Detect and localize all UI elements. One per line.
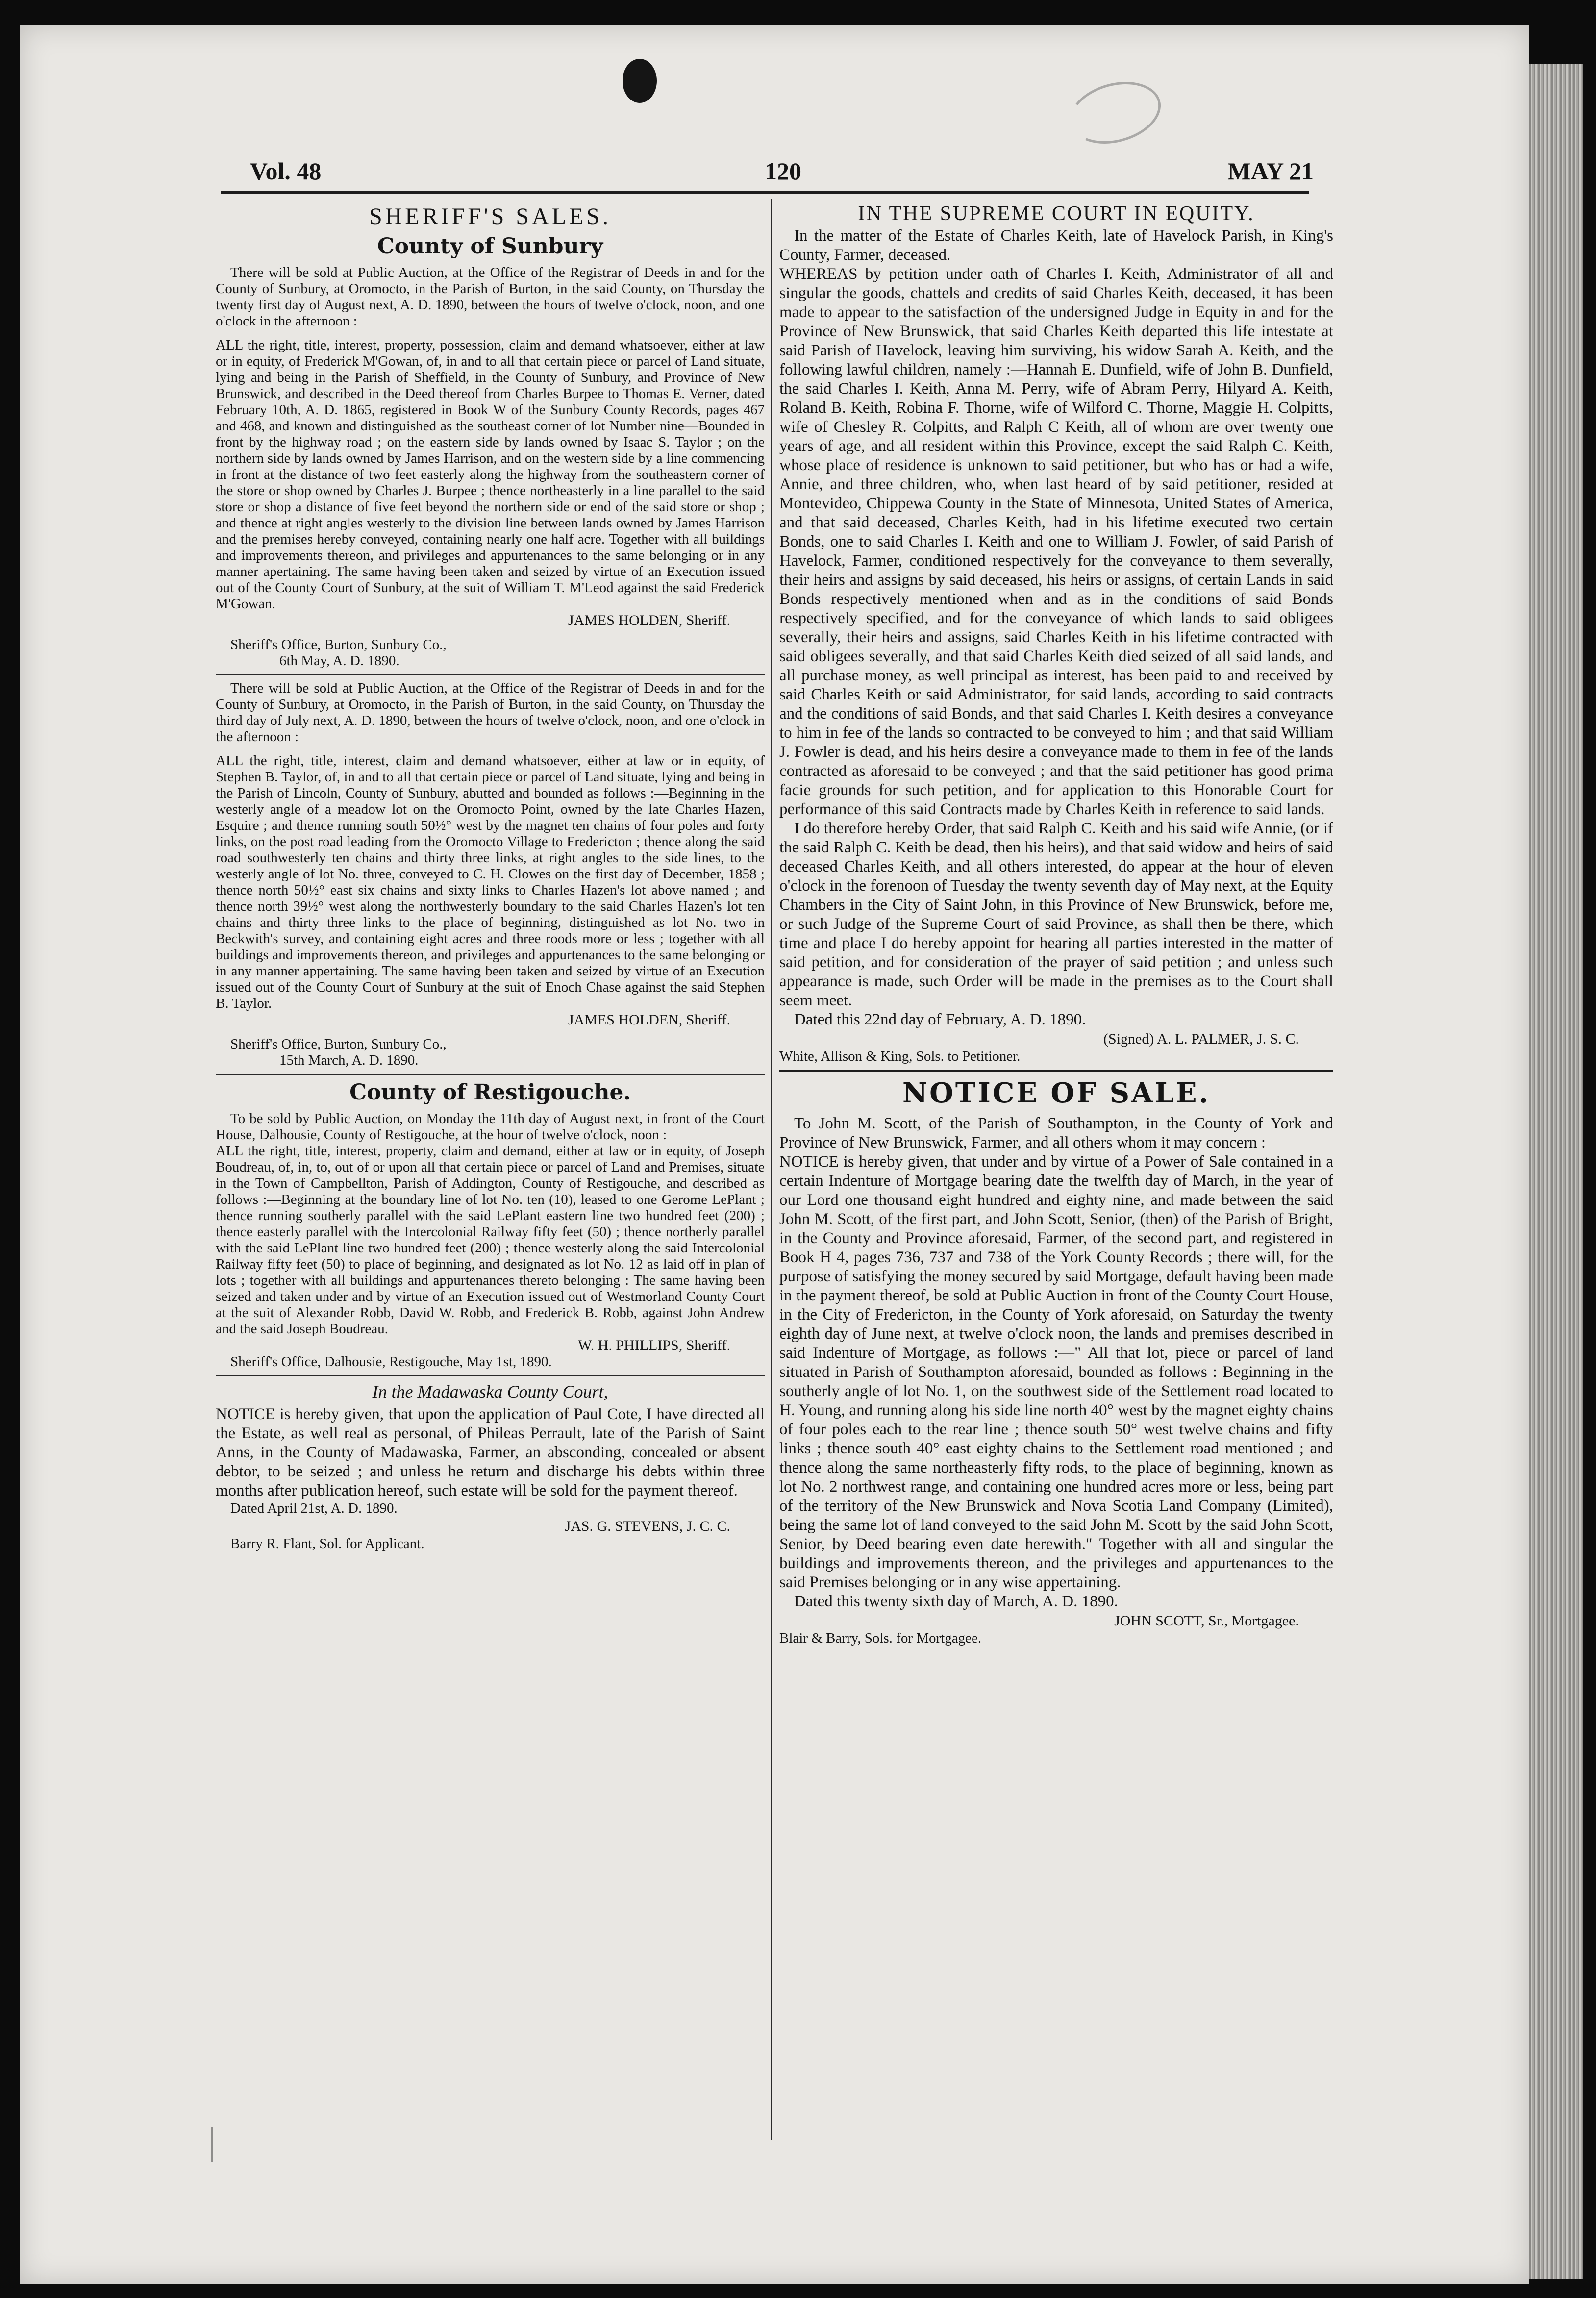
sunbury-sale2-office: Sheriff's Office, Burton, Sunbury Co., xyxy=(230,1036,447,1052)
equity-signed: (Signed) A. L. PALMER, J. S. C. xyxy=(1103,1031,1299,1047)
notice-of-sale-heading: NOTICE OF SALE. xyxy=(902,1077,1211,1109)
equity-body-1: WHEREAS by petition under oath of Charles I. Keith, Administrator of all and singular the goods, chattels and credits of said Charles Keith, deceased, it has been made to appear to the satisfaction of the undersigned Judge in Equity in and for the Province of New Brunswick, that said Charles Keith departed this life intestate at said Parish of Havelock, leaving him surviving, his widow Sarah A. Keith, and the following lawful children, namely :—Hannah E. Dunfield, wife of John B. Dunfield, the said Charles I. Keith, Anna M. Perry, wife of Abram Perry, Hilyard A. Keith, Roland B. Keith, Robina F. Thorne, wife of Wilford C. Thorne, Maggie H. Colpitts, wife of Chesley R. Colpitts, and Ralph C Keith, all of whom are over twenty one years of age, and all resident within this Province, except the said Ralph C. Keith, whose place of residence is unknown to said petitioner, but who has or had a wife, Annie, and three children, who, when last heard of by said petitioner, resided at Montevideo, Chippewa County in the State of Minnesota, United States of America, and that said deceased, Charles Keith, had in his lifetime executed two certain Bonds, one to said Charles I. Keith and one to William J. Fowler, of said Parish of Havelock, Farmer, conditioned respectively for the conveyance to them severally, their heirs and assigns by said deceased, his heirs or assigns, of certain Lands in said Bonds respectively mentioned when and as in the conditions of said Bonds respectively specified, and for the conveyance of which lands to said obligees severally, their heirs and assigns, said Charles Keith in his lifetime contracted with said obligees severally, and that said Charles Keith died seized of all said lands, and all purchase money, as well principal as interest, has been paid to and received by said Charles Keith or said Administrator, for said lands, according to said contracts and the conditions of said Bonds, and that said Charles I. Keith desires a conveyance to him in fee of the lands so contracted to be conveyed to him ; and that said William J. Fowler is dead, and his heirs desire a conveyance made to them in fee of the lands contracted as aforesaid to be conveyed ; and that the said petitioner has good prima facie grounds for such petition, and for application to this Honorable Court for performance of this said Contracts made by Charles Keith in reference to said lands. xyxy=(779,265,1333,818)
divider xyxy=(216,1074,765,1075)
page-header xyxy=(216,157,1323,186)
sunbury-sale2-date: 15th March, A. D. 1890. xyxy=(279,1052,419,1068)
sunbury-sale2-body: ALL the right, title, interest, claim and demand whatsoever, either at law or in equity, of Stephen B. Taylor, of, in and to all that certain piece or parcel of Land situate, lying and being in the Parish of Lincoln, County of Sunbury, abutted and bounded as follows :—Beginning in the westerly angle of a meadow lot on the Oromocto Point, owned by the late Charles Hazen, Esquire ; and thence running south 50½° west by the magnet ten chains of four poles and forty links, on the post road leading from the Oromocto Village to Fredericton ; thence along the said road southwesterly ten chains and thirty three links, at right angles to the side lines, to the westerly angle of lot No. three, conveyed to C. H. Clowes on the first day of December, 1858 ; thence north 50½° east six chains and sixty links to Charles Hazen's lot above named ; and thence north 39½° west along the northwesterly boundary to the said Charles Hazen's lot ten chains and thirty three links to the place of beginning, distinguished as lot No. two in Beckwith's survey, and containing eight acres and three roods more or less ; together with all buildings and improvements thereon, and privileges and appurtenances to the same belonging or in any manner appertaining. The same having been taken and seized by virtue of an Execution issued out of the County Court of Sunbury at the suit of Enoch Chase against the said Stephen B. Taylor. xyxy=(216,753,765,1011)
madawaska-solicitor: Barry R. Flant, Sol. for Applicant. xyxy=(230,1536,424,1551)
binding-hole xyxy=(623,59,657,103)
restigouche-body: ALL the right, title, interest, property, claim and demand, either at law or in equity, of Joseph Boudreau, of, in, to, out of or upon all that certain piece or parcel of Land and Premises, situate in the Town of Campbellton, Parish of Addington, County of Restigouche, and described as follows :—Beginning at the boundary line of lot No. ten (10), leased to one Gerome LePlant ; thence running southerly parallel with the said LePlant eastern line two hundred feet (200) ; thence easterly parallel with the Intercolonial Railway fifty feet (50) ; thence northerly parallel with the said LePlant line two hundred feet (200) ; thence westerly along the said Intercolonial Railway fifty feet (50) to place of beginning, and designated as lot No. 12 as laid off in plan of lots ; together with all buildings and appurtenances thereto belonging : The same having been seized and taken under and by virtue of an Execution issued out of Westmorland County Court at the suit of Alexander Robb, David W. Robb, and Frederick B. Robb, against John Andrew and the said Joseph Boudreau. xyxy=(216,1143,765,1337)
madawaska-body: NOTICE is hereby given, that upon the application of Paul Cote, I have directed all the Estate, as well real as personal, of Phileas Perrault, late of the Parish of Saint Anns, in the County of Madawaska, Farmer, an absconding, concealed or absent debtor, to be seized ; and unless he return and discharge his debts within three months after publication hereof, such estate will be sold for the payment thereof. xyxy=(216,1405,765,1499)
divider xyxy=(216,674,765,675)
madawaska-dated: Dated April 21st, A. D. 1890. xyxy=(230,1500,398,1516)
left-column xyxy=(216,196,765,2206)
equity-matter: In the matter of the Estate of Charles Keith, late of Havelock Parish, in King's County, Farmer, deceased. xyxy=(779,227,1333,264)
page-stack-edge xyxy=(1529,64,1583,2279)
sunbury-heading: County of Sunbury xyxy=(377,234,603,259)
notice-body: NOTICE is hereby given, that under and by virtue of a Power of Sale contained in a certain Indenture of Mortgage bearing date the twelfth day of March, in the year of our Lord one thousand eight hundred and eighty nine, and made between the said John M. Scott, of the first part, and John Scott, Senior, (then) of the Parish of Bright, in the County and Province aforesaid, Farmer, of the second part, and registered in Book H 4, pages 736, 737 and 738 of the York County Records ; there will, for the purpose of satisfying the money secured by said Mortgage, default having been made in the payment thereof, be sold at Public Auction in front of the County Court House, in the City of Fredericton, in the County of York aforesaid, on Saturday the twenty eighth day of June next, at twelve o'clock noon, the lands and premises described in said Indenture of Mortgage, as follows :—" All that lot, piece or parcel of land situated in Parish of Southampton aforesaid, bounded as follows : Beginning in the southerly angle of lot No. 1, on the southwest side of the Settlement road located to H. Young, and running along his side line north 40° west by the magnet eighty chains of four poles each to the rear line ; thence south 50° west twelve chains and fifty links ; thence south 40° east eighty chains to the Settlement road mentioned ; and thence along the same northeasterly fifty rods, to the place of beginning, known as lot No. 2 northwest range, and containing one hundred acres more or less, being part of the territory of the New Brunswick and Nova Scotia Land Company (Limited), being the same lot of land conveyed to the said John M. Scott by the said John Scott, Senior, by Deed bearing even date herewith." Together with all and singular the buildings and improvements thereon, and the privileges and appurtenances to the said Premises belonging or in any wise appertaining. xyxy=(779,1153,1333,1591)
equity-dated: Dated this 22nd day of February, A. D. 1890. xyxy=(794,1011,1086,1028)
notice-dated: Dated this twenty sixth day of March, A. D. 1890. xyxy=(794,1593,1118,1610)
sunbury-sale1-date: 6th May, A. D. 1890. xyxy=(279,653,399,669)
right-column xyxy=(779,196,1333,2206)
divider xyxy=(779,1070,1333,1072)
restigouche-signature: W. H. PHILLIPS, Sheriff. xyxy=(578,1337,730,1353)
equity-solicitors: White, Allison & King, Sols. to Petitioner. xyxy=(779,1049,1021,1064)
sunbury-sale1-body: ALL the right, title, interest, property, possession, claim and demand whatsoever, either at law or in equity, of Frederick M'Gowan, of, in and to all that certain piece or parcel of Land situate, lying and being in the Parish of Sheffield, in the County of Sunbury, and Province of New Brunswick, and described in the Deed thereof from Charles Burpee to Thomas E. Verner, dated February 10th, A. D. 1865, registered in Book W of the Sunbury County Records, pages 467 and 468, and known and distinguished as the southeast corner of lot Number nine—Bounded in front by the highway road ; on the eastern side by lands owned by Isaac S. Taylor ; on the northern side by lands owned by James Harrison, and on the western side by a line commencing in front at the distance of two feet easterly along the highway from the southeastern corner of the store or shop owned by Charles J. Burpee ; thence northeasterly in a line parallel to the said store or shop a distance of five feet beyond the northern side or end of the said store or shop ; and thence at right angles westerly to the division line between lands owned by James Harrison and the premises hereby conveyed, containing nearly one half acre. Together with all buildings and improvements thereon, and privileges and appurtenances to the same belonging or in any manner apertaining. The same having been taken and seized by virtue of an Execution issued out of the County Court of Sunbury, at the suit of William T. M'Leod against the said Frederick M'Gowan. xyxy=(216,337,765,612)
volume-label: Vol. 48 xyxy=(250,157,322,185)
column-divider xyxy=(771,199,772,2140)
notice-address: To John M. Scott, of the Parish of Southampton, in the County of York and Province of New Brunswick, Farmer, and all others whom it may concern : xyxy=(779,1115,1333,1151)
restigouche-heading: County of Restigouche. xyxy=(349,1080,631,1105)
notice-solicitors: Blair & Barry, Sols. for Mortgagee. xyxy=(779,1630,982,1646)
madawaska-heading: In the Madawaska County Court, xyxy=(372,1382,608,1401)
restigouche-intro: To be sold by Public Auction, on Monday the 11th day of August next, in front of the Court House, Dalhousie, County of Restigouche, at the hour of twelve o'clock, noon : xyxy=(216,1111,765,1143)
notice-signature: JOHN SCOTT, Sr., Mortgagee. xyxy=(1114,1613,1299,1629)
sunbury-sale2-intro: There will be sold at Public Auction, at the Office of the Registrar of Deeds in and for the County of Sunbury, at Oromocto, in the Parish of Burton, in the said County, on Thursday the third day of July next, A. D. 1890, between the hours of twelve o'clock, noon, and one o'clock in the afternoon : xyxy=(216,680,765,745)
equity-heading: IN THE SUPREME COURT IN EQUITY. xyxy=(858,202,1255,225)
madawaska-signature: JAS. G. STEVENS, J. C. C. xyxy=(565,1518,730,1534)
sheriff-sales-title: SHERIFF'S SALES. xyxy=(369,203,612,229)
restigouche-office: Sheriff's Office, Dalhousie, Restigouche, May 1st, 1890. xyxy=(230,1354,552,1370)
issue-date: MAY 21 xyxy=(1227,157,1314,185)
sunbury-sale2-signature: JAMES HOLDEN, Sheriff. xyxy=(568,1012,730,1028)
equity-body-2: I do therefore hereby Order, that said Ralph C. Keith and his said wife Annie, (or if the said Ralph C. Keith be dead, then his heirs), and that said widow and heirs of said deceased Charles Keith, and all others interested, do appear at the hour of eleven o'clock in the forenoon of Tuesday the twenty seventh day of May next, at the Equity Chambers in the City of Saint John, in this Province of New Brunswick, before me, or such Judge of the Supreme Court of said Province, as shall then be there, which time and place I do hereby appoint for hearing all parties interested in the matter of said petition, and for consideration of the prayer of said petition ; and unless such appearance is made, such Order will be made in the premises as to the Court shall seem meet. xyxy=(779,820,1333,1009)
header-rule xyxy=(221,191,1309,194)
divider xyxy=(216,1375,765,1376)
sunbury-sale1-signature: JAMES HOLDEN, Sheriff. xyxy=(568,612,730,628)
sunbury-sale1-office: Sheriff's Office, Burton, Sunbury Co., xyxy=(230,637,447,652)
page-number: 120 xyxy=(765,157,801,185)
sunbury-sale1-intro: There will be sold at Public Auction, at the Office of the Registrar of Deeds in and for the County of Sunbury, at Oromocto, in the Parish of Burton, in the said County, on Thursday the twenty first day of August next, A. D. 1890, between the hours of twelve o'clock, noon, and one o'clock in the afternoon : xyxy=(216,265,765,329)
